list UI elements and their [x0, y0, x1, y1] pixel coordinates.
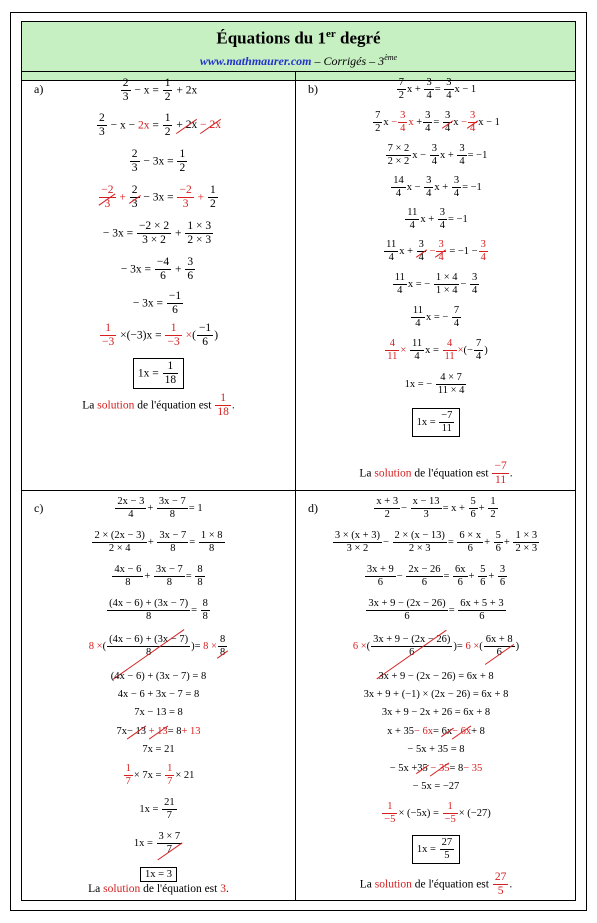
result-box: 1x = $\frac{-7}{11}$: [296, 408, 576, 437]
equation-line: $\frac{11}{4}$ x + $\frac{3}{4}$ = −1: [407, 207, 468, 232]
result-box: 1x = $\frac{1}{18}$: [22, 358, 295, 389]
equation-line: 3x + 9 − (2x − 26) = 6x + 8: [378, 671, 494, 682]
equation-line: $\frac{3x + 9 - (2x - 26)}{6}$ = $\frac{6x + 5 + 3}{6}$: [368, 598, 504, 623]
equation-line: $\frac{11}{4}$ x = − $\frac{7}{4}$: [412, 305, 460, 330]
equation-line: 1x = − $\frac{4 \times 7}{11 \times 4}$: [404, 372, 465, 397]
equation-line: $\frac{1}{7}$ × 7x = $\frac{1}{7}$ × 21: [125, 763, 195, 788]
exercise-label: b): [308, 82, 318, 96]
equation-line: − 5x +35 − 35= 8− 35: [389, 763, 483, 774]
equation-line: $\frac{11}{4}$ x + $\frac{3}{4}$ − $\frac{3}{4}$ = −1 − $\frac{3}{4}$: [386, 239, 486, 264]
page-title: Équations du 1er degré: [216, 28, 381, 48]
equation-line: $\frac{2x - 3}{4}$ + $\frac{3x - 7}{8}$ = 1: [117, 496, 203, 521]
equation-line: $\frac{7 \times 2}{2 \times 2}$ x − $\frac{3}{4}$ x + $\frac{3}{4}$ = −1: [387, 143, 488, 168]
equation-line: 8 ×( $\frac{(4x - 6) + (3x - 7)}{8}$ )= 8 × $\frac{8}{8}$: [88, 634, 226, 659]
equation-line: $\frac{1}{-5}$ × (−5x) = $\frac{1}{-5}$ × (−27): [384, 801, 491, 826]
equation-line: $\frac{2}{3}$ − x = $\frac{1}{2}$ + 2x: [122, 77, 198, 104]
exercise-d: [296, 491, 576, 901]
worksheet-page: [10, 12, 587, 911]
equation-line: $\frac{2}{3}$ − x − 2x = $\frac{1}{2}$ + 2x − 2x: [99, 112, 221, 139]
equation-line: − 5x = −27: [412, 781, 460, 792]
equation-line: $\frac{4}{11}$ × $\frac{11}{4}$ x = $\frac{4}{11}$ ×(− $\frac{7}{4}$ ): [387, 338, 488, 363]
equation-line: $\frac{3 \times (x + 3)}{3 \times 2}$ − $\frac{2 \times (x - 13)}{2 \times 3}$ = $\frac{6 \times x}{6}$ + $\frac{5}{6}$ + $\frac{1 \times 3}{2 \times 3}$: [334, 530, 538, 555]
result-box: 1x = 3: [22, 867, 295, 882]
equation-line: 3x + 9 − 2x + 26 = 6x + 8: [381, 707, 491, 718]
equation-line: 6 ×( $\frac{3x + 9 - (2x - 26)}{6}$ )= 6 ×( $\frac{6x + 8}{6}$ ): [352, 634, 520, 659]
equation-line: $\frac{7}{2}$ x − $\frac{3}{4}$ x + $\frac{3}{4}$ = $\frac{3}{4}$ x − $\frac{3}{4}$ x − 1: [375, 110, 500, 135]
exercise-a: [22, 72, 295, 490]
exercise-b: [296, 72, 576, 490]
equation-line: $\frac{7}{2}$ x + $\frac{3}{4}$ = $\frac{3}{4}$ x − 1: [398, 77, 477, 102]
exercise-label: d): [308, 501, 318, 515]
result-box: 1x = $\frac{27}{5}$: [296, 835, 576, 864]
equation-line: $\frac{x + 3}{2}$ − $\frac{x - 13}{3}$ = x + $\frac{5}{6}$ + $\frac{1}{2}$: [376, 496, 496, 521]
equation-line: − 3x = $\frac{-2 \times 2}{3 \times 2}$ + $\frac{1 \times 3}{2 \times 3}$: [102, 220, 212, 247]
equation-line: − 3x = $\frac{-1}{6}$: [132, 290, 182, 317]
site-url[interactable]: www.mathmaurer.com: [199, 53, 312, 68]
equation-line: 7x− 13 + 13= 8+ 13: [116, 726, 201, 737]
equation-line: $\frac{2}{3}$ − 3x = $\frac{1}{2}$: [131, 148, 186, 175]
equation-line: − 3x = $\frac{-4}{6}$ + $\frac{3}{6}$: [120, 256, 194, 283]
equation-line: $\frac{-2}{3}$ + $\frac{2}{3}$ − 3x = $\frac{-2}{3}$ + $\frac{1}{2}$: [101, 184, 216, 211]
equation-line: (4x − 6) + (3x − 7) = 8: [110, 671, 207, 682]
exercise-grid: [21, 71, 576, 901]
equation-line: $\frac{2 \times (2x - 3)}{2 \times 4}$ + $\frac{3x - 7}{8}$ = $\frac{1 \times 8}{8}$: [94, 530, 223, 555]
equation-line: x + 35− 6x= 6x− 6x+ 8: [387, 726, 485, 737]
equation-line: 1x = $\frac{21}{7}$: [139, 797, 175, 822]
equation-line: 3x + 9 + (−1) × (2x − 26) = 6x + 8: [363, 689, 509, 700]
solution-sentence: La solution de l'équation est $\frac{27}{5}$ .: [359, 871, 513, 898]
equation-line: − 5x + 35 = 8: [407, 744, 465, 755]
equation-line: $\frac{4x - 6}{8}$ + $\frac{3x - 7}{8}$ = $\frac{8}{8}$: [114, 564, 203, 589]
page-subtitle: www.mathmaurer.com – Corrigés – 3ème: [199, 52, 398, 68]
equation-line: 1x = $\frac{3 \times 7}{7}$: [133, 831, 181, 856]
solution-sentence: La solution de l'équation est $\frac{1}{18}$ .: [82, 392, 235, 419]
equation-line: 7x − 13 = 8: [134, 707, 183, 718]
equation-line: $\frac{11}{4}$ x = − $\frac{1 \times 4}{1 \times 4}$ − $\frac{3}{4}$: [394, 272, 478, 297]
equation-line: 7x = 21: [142, 744, 175, 755]
equation-line: $\frac{3x + 9}{6}$ − $\frac{2x - 26}{6}$ = $\frac{6x}{6}$ + $\frac{5}{6}$ + $\frac{3}{6}$: [366, 564, 506, 589]
exercise-label: a): [34, 82, 44, 96]
equation-line: 4x − 6 + 3x − 7 = 8: [117, 689, 200, 700]
equation-line: $\frac{1}{-3}$ ×(−3)x = $\frac{1}{-3}$ ×( $\frac{-1}{6}$ ): [101, 322, 219, 349]
solution-sentence: La solution de l'équation est 3.: [88, 883, 229, 895]
solution-sentence: La solution de l'équation est $\frac{-7}{11}$ .: [359, 460, 513, 487]
equation-line: $\frac{(4x - 6) + (3x - 7)}{8}$ = $\frac{8}{8}$: [109, 598, 208, 623]
exercise-c: [22, 491, 295, 901]
equation-line: $\frac{14}{4}$ x − $\frac{3}{4}$ x + $\frac{3}{4}$ = −1: [393, 175, 482, 200]
exercise-label: c): [34, 501, 44, 515]
